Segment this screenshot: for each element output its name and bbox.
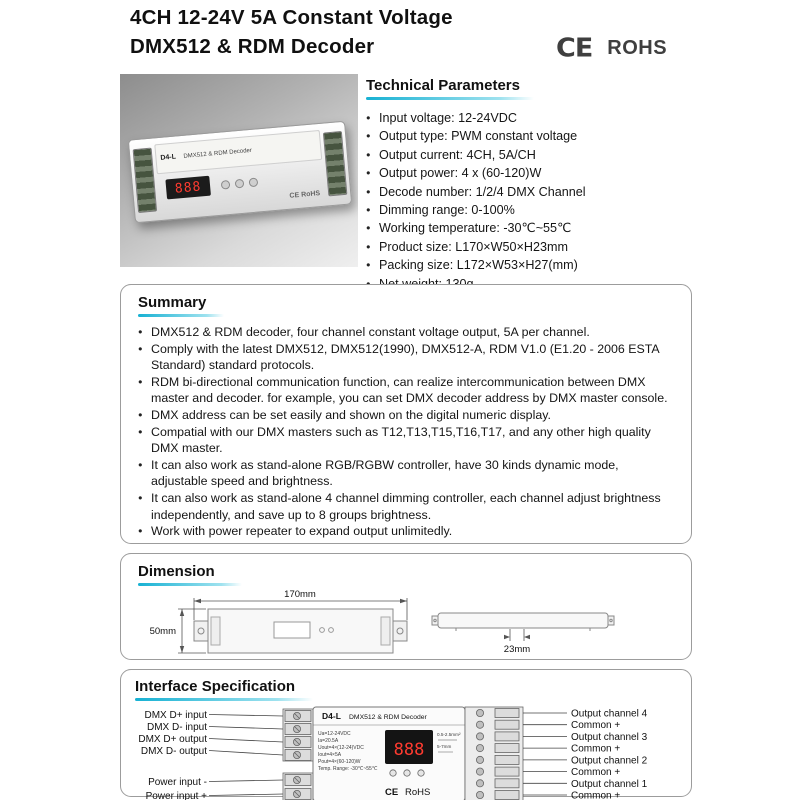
tech-item: ● Output power: 4 x (60-120)W bbox=[366, 164, 698, 182]
output-terminal-block bbox=[465, 707, 523, 800]
input-label: DMX D- input bbox=[146, 722, 207, 733]
summary-heading: Summary bbox=[138, 294, 207, 311]
summary-item: ● Compatial with our DMX masters such as T12,T13,T15,T16,T17, and any other high quality DMX master. bbox=[138, 424, 674, 457]
device-model: D4-L bbox=[160, 153, 177, 162]
display-digits: 888 bbox=[393, 740, 425, 760]
device-button bbox=[249, 177, 259, 187]
summary-item: ● Comply with the latest DMX512, DMX512(1990), DMX512-A, RDM V1.0 (E1.20 - 2006 ESTA Standard) standard protocols. bbox=[138, 341, 674, 374]
tech-item: ● Dimming range: 0-100% bbox=[366, 201, 698, 219]
interface-panel bbox=[120, 669, 692, 800]
depth-dimension bbox=[504, 629, 530, 641]
depth-label: 23mm bbox=[503, 644, 531, 655]
device-spec-line: Ia=20.5A bbox=[318, 738, 339, 744]
output-label: Common + bbox=[571, 743, 621, 755]
side-view-drawing bbox=[432, 613, 614, 631]
device-push-buttons bbox=[390, 770, 424, 776]
dmx-terminal-block bbox=[283, 709, 313, 761]
page-title bbox=[130, 3, 453, 61]
summary-item: ● Work with power repeater to expand output unlimitedly. bbox=[138, 523, 674, 540]
summary-item: ● DMX512 & RDM decoder, four channel constant voltage output, 5A per channel. bbox=[138, 324, 674, 341]
technical-parameters-section bbox=[366, 77, 698, 293]
device-spec-line: Ua=12-24VDC bbox=[318, 731, 351, 737]
technical-parameters-heading: Technical Parameters bbox=[366, 77, 520, 94]
dimension-drawing bbox=[138, 589, 676, 659]
heading-underline bbox=[138, 314, 224, 317]
device-spec-line: Uout=4×(12-24)VDC bbox=[318, 745, 364, 751]
ce-mark-icon: CE bbox=[556, 33, 593, 64]
tech-item: ● Output current: 4CH, 5A/CH bbox=[366, 146, 698, 164]
product-photo bbox=[120, 74, 358, 267]
output-leader-lines bbox=[523, 713, 567, 795]
output-label: Output channel 1 bbox=[571, 778, 648, 790]
tech-item: ● Output type: PWM constant voltage bbox=[366, 127, 698, 145]
product-device-image bbox=[128, 121, 352, 224]
device-display-digits: 888 bbox=[174, 178, 202, 197]
output-label: Common + bbox=[571, 790, 621, 800]
heading-underline bbox=[135, 698, 313, 701]
input-labels bbox=[138, 710, 207, 800]
input-leader-lines bbox=[209, 715, 283, 796]
device-display bbox=[165, 176, 211, 200]
device-button bbox=[221, 180, 231, 190]
device-spec-line: Temp. Range: -30℃~55℃ bbox=[318, 766, 378, 772]
summary-panel bbox=[120, 284, 692, 544]
technical-parameters-list bbox=[366, 109, 698, 293]
output-label: Output channel 3 bbox=[571, 731, 648, 743]
interface-heading: Interface Specification bbox=[135, 678, 296, 695]
device-terminal-block-right bbox=[323, 131, 348, 196]
device-model-text: D4-L bbox=[322, 711, 341, 721]
device-ce: CE bbox=[289, 191, 300, 200]
output-label: Output channel 2 bbox=[571, 755, 648, 767]
heading-underline bbox=[366, 97, 534, 100]
device-ce-mark: CE bbox=[385, 787, 399, 798]
tech-item: ● Packing size: L172×W53×H27(mm) bbox=[366, 256, 698, 274]
output-labels bbox=[571, 709, 648, 800]
device-name: DMX512 & RDM Decoder bbox=[183, 147, 253, 160]
interface-diagram bbox=[135, 705, 675, 800]
output-label: Common + bbox=[571, 720, 621, 732]
decoder-device bbox=[313, 707, 465, 800]
front-view-drawing bbox=[194, 609, 407, 653]
page-title-line1: 4CH 12-24V 5A Constant Voltage bbox=[130, 6, 453, 29]
input-label: DMX D+ output bbox=[138, 734, 207, 745]
tech-item: ● Decode number: 1/2/4 DMX Channel bbox=[366, 183, 698, 201]
tech-item: ● Working temperature: -30℃~55℃ bbox=[366, 219, 698, 237]
device-cert-text bbox=[289, 190, 320, 200]
device-spec-line: Iout=4×5A bbox=[318, 752, 342, 758]
dimension-panel bbox=[120, 553, 692, 660]
rohs-label: ROHS bbox=[607, 37, 668, 59]
summary-list bbox=[138, 324, 674, 540]
summary-item: ● DMX address can be set easily and shown on the digital numeric display. bbox=[138, 407, 674, 424]
length-label: 170mm bbox=[284, 589, 316, 600]
power-label: Power input + bbox=[145, 791, 207, 800]
power-terminal-block bbox=[283, 773, 313, 800]
input-label: DMX D+ input bbox=[144, 710, 207, 721]
input-label: DMX D- output bbox=[140, 746, 207, 757]
page-title-line2: DMX512 & RDM Decoder bbox=[130, 35, 375, 58]
summary-item: ● RDM bi-directional communication function, can realize intercommunication between DMX master and decoder. for example, you can set DMX decoder address by DMX master console. bbox=[138, 374, 674, 407]
heading-underline bbox=[138, 583, 242, 586]
summary-item: ● It can also work as stand-alone RGB/RGBW controller, have 30 kinds dynamic mode, adjustable speed and brightness. bbox=[138, 457, 674, 490]
summary-item: ● It can also work as stand-alone 4 channel dimming controller, each channel adjust brightness independently, and save up to 8 groups brightness. bbox=[138, 490, 674, 523]
device-buttons bbox=[221, 177, 259, 189]
device-name-text: DMX512 & RDM Decoder bbox=[349, 714, 427, 721]
height-label: 50mm bbox=[149, 626, 176, 637]
power-label: Power input - bbox=[148, 777, 207, 788]
dimension-heading: Dimension bbox=[138, 563, 215, 580]
device-label bbox=[154, 130, 322, 174]
strip-length-label: 5-7mm bbox=[437, 744, 452, 749]
certification-marks bbox=[556, 33, 667, 64]
tech-item: ● Input voltage: 12-24VDC bbox=[366, 109, 698, 127]
output-label: Common + bbox=[571, 767, 621, 779]
device-rohs: RoHS bbox=[300, 190, 321, 199]
tech-item: ● Product size: L170×W50×H23mm bbox=[366, 238, 698, 256]
device-spec-line: Pout=4×(60-120)W bbox=[318, 759, 361, 765]
device-terminal-block-left bbox=[133, 148, 158, 213]
device-button bbox=[235, 179, 245, 189]
wire-gauge-label: 0.5-2.5mm² bbox=[437, 732, 461, 737]
device-rohs-mark: RoHS bbox=[405, 787, 431, 798]
output-label: Output channel 4 bbox=[571, 708, 648, 720]
